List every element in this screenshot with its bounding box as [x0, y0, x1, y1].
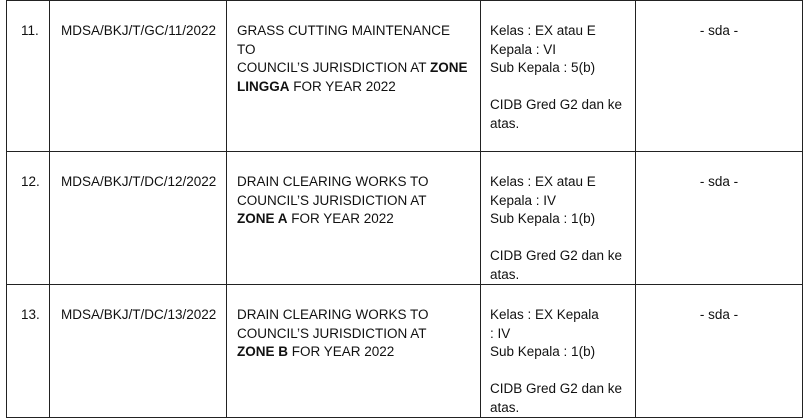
cell-number: 11.	[7, 1, 50, 152]
cell-title	[227, 285, 481, 418]
cell-remark: - sda -	[636, 285, 803, 418]
cell-classification	[481, 1, 636, 152]
cell-number: 13.	[7, 285, 50, 418]
table-row	[7, 1, 803, 152]
cell-reference: MDSA/BKJ/T/DC/13/2022	[50, 285, 227, 418]
table-row	[7, 285, 803, 418]
cell-remark: - sda -	[636, 152, 803, 285]
cell-classification	[481, 152, 636, 285]
cell-title	[227, 1, 481, 152]
classification-text: Kelas : EX Kepala : IV Sub Kepala : 1(b) CIDB Gred G2 dan ke atas.	[490, 307, 623, 415]
cell-reference: MDSA/BKJ/T/DC/12/2022	[50, 152, 227, 285]
classification-text: Kelas : EX atau E Kepala : VI Sub Kepala : 5(b) CIDB Gred G2 dan ke atas.	[490, 23, 623, 131]
cell-remark: - sda -	[636, 1, 803, 152]
cell-reference: MDSA/BKJ/T/GC/11/2022	[50, 1, 227, 152]
tender-title: DRAIN CLEARING WORKS TO COUNCIL’S JURISDICTION AT ZONE A FOR YEAR 2022	[237, 174, 429, 226]
tender-title: DRAIN CLEARING WORKS TO COUNCIL’S JURISDICTION AT ZONE B FOR YEAR 2022	[237, 307, 429, 359]
table-row	[7, 152, 803, 285]
cell-number: 12.	[7, 152, 50, 285]
tender-table	[6, 0, 803, 418]
cell-title	[227, 152, 481, 285]
classification-text: Kelas : EX atau E Kepala : IV Sub Kepala : 1(b) CIDB Gred G2 dan ke atas.	[490, 174, 623, 282]
tender-title: GRASS CUTTING MAINTENANCE TO COUNCIL’S JURISDICTION AT ZONE LINGGA FOR YEAR 2022	[237, 23, 468, 94]
cell-classification	[481, 285, 636, 418]
